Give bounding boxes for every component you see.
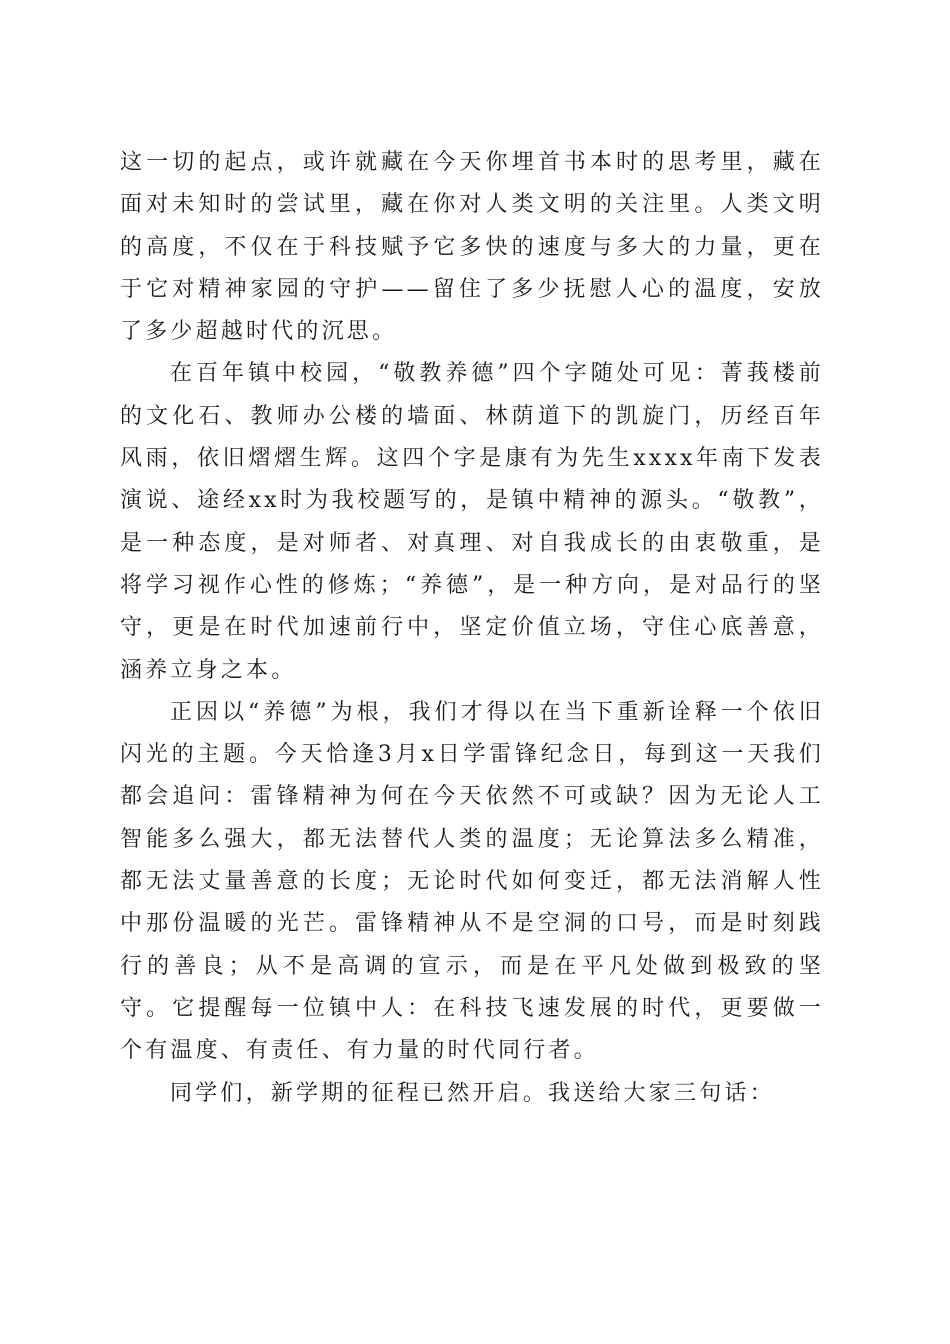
paragraph-4: 同学们，新学期的征程已然开启。我送给大家三句话： (170, 1080, 775, 1106)
paragraph-3: 正因以“养德”为根，我们才得以在当下重新诠释一个依旧闪光的主题。今天恰逢3月x日学雷锋纪念日，每到这一天我们都会追问：雷锋精神为何在今天依然不可或缺？因为无论人工智能多么强大，都无法替代人类的温度；无论算法多么精准，都无法丈量善意的长度；无论时代如何变迁，都无法消解人性中那份温暖的光芒。雷锋精神从不是空洞的口号，而是时刻践行的善良；从不是高调的宣示，而是在平凡处做到极致的坚守。它提醒每一位镇中人：在科技飞速发展的时代，更要做一个有温度、有责任、有力量的时代同行者。 (120, 699, 824, 1064)
document-body (120, 142, 824, 1115)
paragraph-1: 这一切的起点，或许就藏在今天你埋首书本时的思考里，藏在面对未知时的尝试里，藏在你对人类文明的关注里。人类文明的高度，不仅在于科技赋予它多快的速度与多大的力量，更在于它对精神家园的守护——留住了多少抚慰人心的温度，安放了多少超越时代的沉思。 (120, 150, 824, 345)
paragraph-2: 在百年镇中校园，“敬教养德”四个字随处可见：菁莪楼前的文化石、教师办公楼的墙面、林荫道下的凯旋门，历经百年风雨，依旧熠熠生辉。这四个字是康有为先生xxxx年南下发表演说、途经xx时为我校题写的，是镇中精神的源头。“敬教”，是一种态度，是对师者、对真理、对自我成长的由衷敬重，是将学习视作心性的修炼；“养德”，是一种方向，是对品行的坚守，更是在时代加速前行中，坚定价值立场，守住心底善意，涵养立身之本。 (120, 361, 824, 683)
